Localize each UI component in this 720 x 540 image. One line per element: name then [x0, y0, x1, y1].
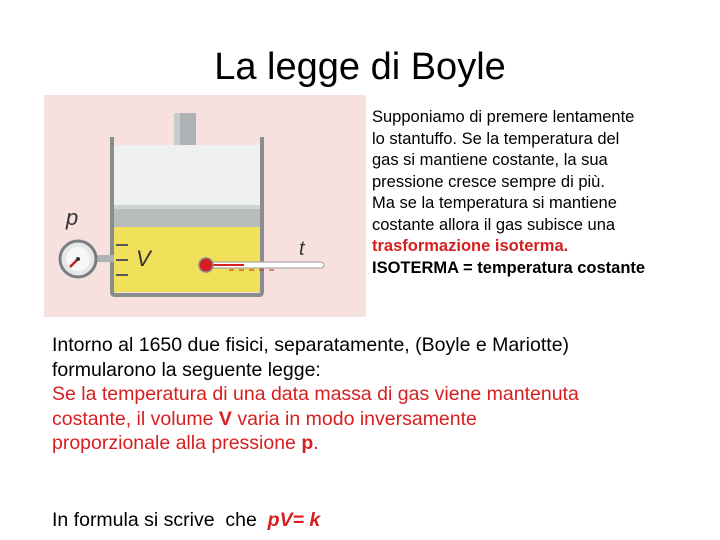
body-line: formularono la seguente legge:: [52, 358, 321, 381]
label-pressure: p: [66, 205, 79, 230]
law-text: .: [313, 432, 319, 454]
formula-line: [52, 508, 320, 532]
body-line: Intorno al 1650 due fisici, separatamente, (Boyle e Mariotte): [52, 334, 570, 356]
side-line-isotherm-highlight: trasformazione isoterma.: [372, 237, 569, 255]
law-paragraph: [52, 333, 692, 456]
side-line: costante allora il gas subisce una: [372, 215, 616, 234]
law-statement-line: [52, 431, 692, 456]
gas-volume: [112, 227, 262, 292]
slide-title: La legge di Boyle: [214, 46, 506, 88]
side-line: lo stantuffo. Se la temperatura del: [372, 129, 620, 148]
pressure-symbol: p: [301, 432, 314, 454]
formula-intro: In formula si scrive che: [52, 509, 268, 531]
law-text: costante, il volume: [52, 407, 219, 430]
volume-symbol: V: [218, 407, 232, 430]
side-line: Supponiamo di premere lentamente: [372, 108, 635, 126]
boyle-apparatus-illustration: [44, 95, 366, 317]
boyle-formula: pV= k: [267, 509, 321, 531]
law-text: proporzionale alla pressione: [52, 432, 302, 454]
label-temperature: t: [299, 238, 305, 260]
side-line: Ma se la temperatura si mantiene: [372, 194, 617, 212]
side-line: gas si mantiene costante, la sua: [372, 151, 608, 169]
side-line: pressione cresce sempre di più.: [372, 172, 605, 191]
law-statement-line: Se la temperatura di una data massa di gas viene mantenuta: [52, 383, 579, 405]
side-line-isotherm-definition: ISOTERMA = temperatura costante: [372, 258, 646, 277]
label-volume: V: [136, 246, 151, 271]
side-paragraph: [372, 107, 702, 279]
law-text: varia in modo inversamente: [231, 407, 477, 430]
law-statement-line: [52, 407, 692, 432]
